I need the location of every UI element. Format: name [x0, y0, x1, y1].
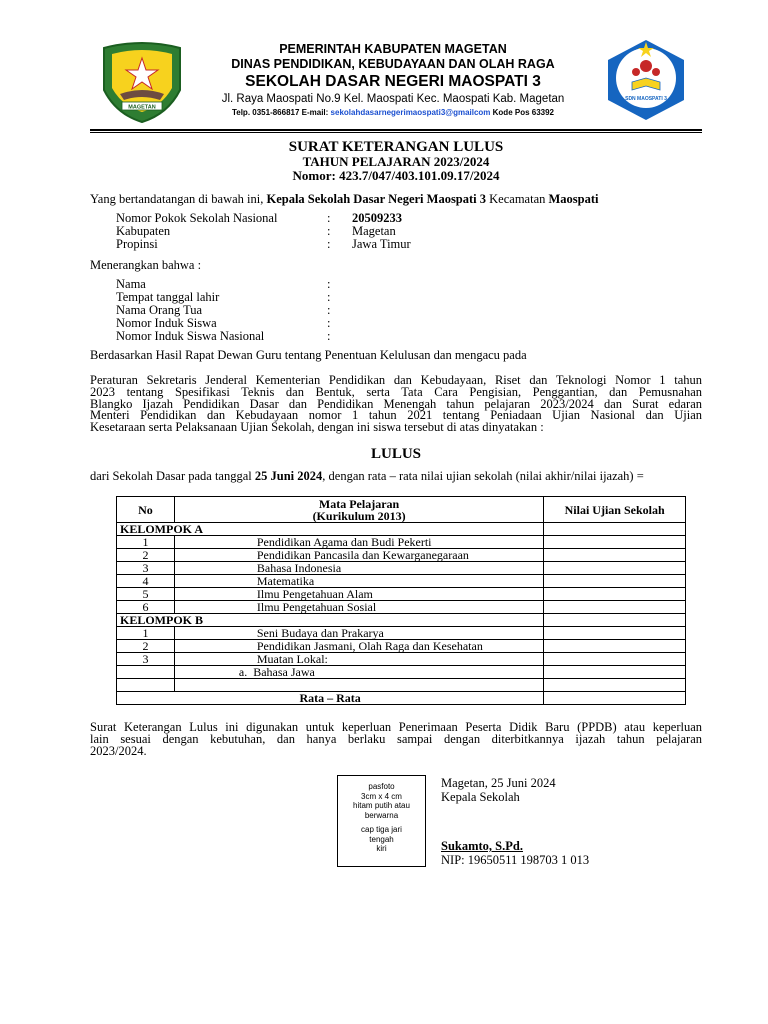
table-row: 2 Pendidikan Jasmani, Olah Raga dan Kesehatan: [117, 640, 686, 653]
column-header-subject: Mata Pelajaran (Kurikulum 2013): [174, 497, 543, 523]
column-header-no: No: [117, 497, 175, 523]
academic-year: TAHUN PELAJARAN 2023/2024: [302, 154, 490, 169]
letterhead-school-name: SEKOLAH DASAR NEGERI MAOSPATI 3: [245, 73, 541, 90]
grades-table: [116, 496, 686, 705]
photo-placeholder-box: pasfoto 3cm x 4 cm hitam putih atau berwarna cap tiga jari tengah kiri: [337, 775, 426, 867]
table-row: a. Bahasa Jawa: [117, 666, 686, 679]
table-row: 2 Pendidikan Pancasila dan Kewarganegaraan: [117, 549, 686, 562]
table-row: [117, 679, 686, 692]
table-row: 6 Ilmu Pengetahuan Sosial: [117, 601, 686, 614]
document-title: SURAT KETERANGAN LULUS: [288, 139, 504, 155]
table-row: 3 Bahasa Indonesia: [117, 562, 686, 575]
school-logo-caption: SDN MAOSPATI 3: [625, 96, 667, 102]
table-header-row: [117, 497, 686, 523]
closing-paragraph: Surat Keterangan Lulus ini digunakan untuk keperluan Penerimaan Peserta Didik Baru (PPDB) atau keperluan lain sesuai dengan kebutuhan, dan hanya berlaku sampai dengan diterbitkannya ijazah tahun pelajaran 2023/2024.: [90, 720, 702, 758]
berdasarkan-text: Berdasarkan Hasil Rapat Dewan Guru tentang Penentuan Kelulusan dan mengacu pada: [90, 348, 527, 362]
magetan-regency-emblem: [98, 40, 186, 124]
menerangkan-label: Menerangkan bahwa :: [90, 258, 202, 272]
table-row: 5 Ilmu Pengetahuan Alam: [117, 588, 686, 601]
signature-place-date: Magetan, 25 Juni 2024: [441, 776, 556, 790]
signatory-nip: NIP: 19650511 198703 1 013: [441, 853, 590, 867]
graduation-date-sentence: dari Sekolah Dasar pada tanggal 25 Juni 2024, dengan rata – rata nilai ujian sekolah (nilai akhir/nilai ijazah) =: [90, 469, 644, 483]
group-row: KELOMPOK B: [117, 614, 686, 627]
letterhead-rule-thin: [90, 132, 702, 133]
table-row: 3 Muatan Lokal:: [117, 653, 686, 666]
letterhead-rule-thick: [90, 129, 702, 131]
table-row: 1 Pendidikan Agama dan Budi Pekerti: [117, 536, 686, 549]
intro-sentence: Yang bertandatangan di bawah ini, Kepala Sekolah Dasar Negeri Maospati 3 Kecamatan Maospati: [90, 192, 599, 206]
regulation-paragraph: Peraturan Sekretaris Jenderal Kementerian Pendidikan dan Kebudayaan, Riset dan Teknologi Nomor 1 tahun 2023 tentang Spesifikasi Teknis dan Bentuk, serta Tata Cara Pengisian, Penggantian, dan Pemusnahan Blangko Ijazah Pendidikan Dasar dan Pendidikan Menengah tahun pelajaran 2023/2024 dan Surat edaran Menteri Pendidikan dan Kebudayaan nomor 1 tahun 2021 tentang Peniadaan Ujian Nasional dan Ujian Kesetaraan serta Pelaksanaan Ujian Sekolah, dengan ini siswa tersebut di atas dinyatakan :: [90, 373, 702, 435]
group-row: KELOMPOK A: [117, 523, 686, 536]
signatory-name: Sukamto, S.Pd.: [441, 839, 523, 853]
table-row: 1 Seni Budaya dan Prakarya: [117, 627, 686, 640]
lulus-heading: LULUS: [370, 446, 422, 462]
school-logo: [606, 38, 686, 122]
table-row: 4 Matematika: [117, 575, 686, 588]
document-number: Nomor: 423.7/047/403.101.09.17/2024: [292, 168, 500, 183]
letterhead-contact: Telp. 0351-866817 E-mail: sekolahdasarnegerimaospati3@gmailcom Kode Pos 63392: [231, 108, 555, 117]
letterhead-department: DINAS PENDIDIKAN, KEBUDAYAAN DAN OLAH RAGA: [231, 57, 555, 71]
letterhead-address: Jl. Raya Maospati No.9 Kel. Maospati Kec. Maospati Kab. Magetan: [221, 93, 565, 105]
average-row: Rata – Rata: [117, 692, 686, 705]
letterhead: [190, 42, 596, 118]
email-link[interactable]: sekolahdasarnegerimaospati3@gmailcom: [330, 108, 491, 117]
letterhead-government: PEMERINTAH KABUPATEN MAGETAN: [279, 42, 507, 56]
emblem-caption: MAGETAN: [128, 104, 156, 111]
signature-position: Kepala Sekolah: [441, 790, 520, 804]
column-header-score: Nilai Ujian Sekolah: [544, 497, 686, 523]
